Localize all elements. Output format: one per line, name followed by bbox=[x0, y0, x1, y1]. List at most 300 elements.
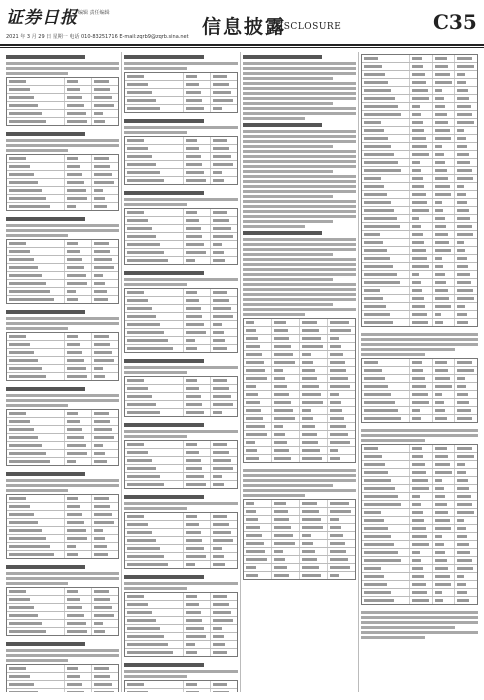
table-row bbox=[362, 239, 477, 247]
cell-text bbox=[246, 345, 260, 348]
table-cell bbox=[184, 449, 211, 456]
table-cell bbox=[410, 191, 433, 198]
table-cell bbox=[125, 465, 184, 472]
table-cell bbox=[272, 367, 300, 374]
cell-text bbox=[364, 169, 401, 172]
table-row bbox=[362, 127, 477, 135]
cell-text bbox=[412, 129, 424, 132]
cell-text bbox=[364, 447, 378, 450]
table-row bbox=[362, 279, 477, 287]
cell-text bbox=[186, 259, 195, 262]
table-cell bbox=[362, 215, 410, 222]
cell-text bbox=[186, 299, 199, 302]
cell-text bbox=[67, 351, 82, 354]
table-row bbox=[362, 541, 477, 549]
table-row bbox=[362, 119, 477, 127]
cell-text bbox=[457, 511, 473, 514]
cell-text bbox=[364, 97, 395, 100]
table-cell bbox=[7, 673, 65, 680]
table-cell bbox=[410, 407, 433, 414]
table-cell bbox=[272, 319, 300, 326]
cell-text bbox=[127, 347, 173, 350]
cell-text bbox=[127, 643, 168, 646]
cell-text bbox=[94, 250, 110, 253]
cell-text bbox=[274, 345, 291, 348]
cell-text bbox=[9, 460, 50, 463]
cell-text bbox=[9, 367, 42, 370]
cell-text bbox=[364, 65, 382, 68]
cell-text bbox=[94, 598, 110, 601]
table-cell bbox=[328, 516, 355, 523]
cell-text bbox=[94, 420, 110, 423]
table-cell bbox=[362, 255, 410, 262]
table-row bbox=[7, 155, 118, 163]
table-row bbox=[244, 508, 355, 516]
table-cell bbox=[244, 548, 272, 555]
cell-text bbox=[457, 225, 471, 228]
table-cell bbox=[7, 551, 65, 558]
cell-text bbox=[412, 145, 427, 148]
table-cell bbox=[244, 343, 272, 350]
table-cell bbox=[211, 225, 237, 232]
table-row bbox=[244, 415, 355, 423]
table-row bbox=[125, 329, 237, 337]
cell-text bbox=[302, 353, 311, 356]
cell-text bbox=[412, 281, 420, 284]
text-line bbox=[361, 429, 478, 432]
cell-text bbox=[457, 289, 473, 292]
text-line bbox=[124, 203, 187, 206]
cell-text bbox=[302, 558, 317, 561]
cell-text bbox=[330, 409, 342, 412]
cell-text bbox=[213, 515, 228, 518]
cell-text bbox=[274, 361, 295, 364]
cell-text bbox=[213, 619, 233, 622]
cell-text bbox=[213, 651, 227, 654]
text-line bbox=[124, 198, 238, 201]
date-contact-line: 2021 年 3 月 29 日 星期一 电话 010-83251716 E-mail:zqrb9@zqrb.sina.net bbox=[6, 34, 189, 40]
table-cell bbox=[125, 601, 184, 608]
table-cell bbox=[328, 572, 355, 579]
table-cell bbox=[455, 167, 477, 174]
text-line bbox=[243, 135, 356, 138]
text-line bbox=[124, 283, 187, 286]
cell-text bbox=[412, 177, 422, 180]
column-2 bbox=[124, 52, 238, 692]
table-row bbox=[7, 373, 118, 380]
cell-text bbox=[127, 99, 156, 102]
cell-text bbox=[94, 513, 112, 516]
table-cell bbox=[328, 423, 355, 430]
table-cell bbox=[184, 81, 211, 88]
cell-text bbox=[213, 459, 231, 462]
table-cell bbox=[328, 532, 355, 539]
cell-text bbox=[94, 96, 112, 99]
table-cell bbox=[272, 351, 300, 358]
text-line bbox=[243, 205, 356, 208]
table-cell bbox=[7, 410, 65, 417]
cell-text bbox=[364, 503, 401, 506]
table-cell bbox=[455, 239, 477, 246]
cell-text bbox=[457, 233, 473, 236]
table-cell bbox=[300, 548, 328, 555]
table-cell bbox=[455, 191, 477, 198]
cell-text bbox=[302, 449, 320, 452]
table-row bbox=[362, 175, 477, 183]
text-line bbox=[6, 62, 119, 65]
cell-text bbox=[274, 566, 287, 569]
table-cell bbox=[92, 256, 118, 263]
cell-text bbox=[213, 627, 222, 630]
table-cell bbox=[410, 445, 433, 452]
cell-text bbox=[186, 155, 201, 158]
table-row bbox=[244, 548, 355, 556]
table-cell bbox=[362, 207, 410, 214]
cell-text bbox=[127, 147, 148, 150]
text-line bbox=[361, 636, 425, 639]
cell-text bbox=[67, 189, 85, 192]
cell-text bbox=[330, 393, 339, 396]
cell-text bbox=[213, 107, 222, 110]
table-cell bbox=[65, 450, 92, 457]
cell-text bbox=[457, 527, 465, 530]
subheading bbox=[124, 423, 204, 427]
cell-text bbox=[213, 635, 224, 638]
table-cell bbox=[244, 455, 272, 462]
cell-text bbox=[302, 321, 317, 324]
text-line bbox=[361, 439, 425, 442]
cell-text bbox=[127, 563, 168, 566]
cell-text bbox=[435, 527, 451, 530]
cell-text bbox=[364, 73, 385, 76]
cell-text bbox=[9, 359, 38, 362]
table-cell bbox=[433, 231, 456, 238]
table-cell bbox=[184, 545, 211, 552]
table-cell bbox=[125, 593, 184, 600]
table-cell bbox=[272, 556, 300, 563]
cell-text bbox=[94, 691, 114, 692]
cell-text bbox=[412, 169, 421, 172]
table-cell bbox=[272, 572, 300, 579]
table-cell bbox=[184, 89, 211, 96]
cell-text bbox=[213, 299, 229, 302]
table-cell bbox=[455, 151, 477, 158]
table-cell bbox=[92, 434, 118, 441]
cell-text bbox=[186, 99, 203, 102]
table-cell bbox=[410, 119, 433, 126]
cell-text bbox=[330, 377, 348, 380]
table-cell bbox=[362, 95, 410, 102]
text-line bbox=[124, 126, 238, 129]
text-line bbox=[6, 399, 119, 402]
cell-text bbox=[213, 83, 229, 86]
cell-text bbox=[435, 495, 445, 498]
cell-text bbox=[302, 510, 319, 513]
table-cell bbox=[7, 94, 65, 101]
table-cell bbox=[410, 199, 433, 206]
table-cell bbox=[184, 401, 211, 408]
table-cell bbox=[300, 383, 328, 390]
table-row bbox=[125, 337, 237, 345]
table-cell bbox=[184, 217, 211, 224]
table-cell bbox=[433, 573, 456, 580]
cell-text bbox=[246, 385, 256, 388]
table-cell bbox=[184, 225, 211, 232]
cell-text bbox=[364, 551, 398, 554]
table-cell bbox=[92, 349, 118, 356]
cell-text bbox=[67, 553, 78, 556]
cell-text bbox=[9, 205, 50, 208]
subheading bbox=[124, 191, 204, 195]
table-cell bbox=[362, 159, 410, 166]
table-cell bbox=[362, 477, 410, 484]
cell-text bbox=[330, 337, 339, 340]
cell-text bbox=[67, 513, 82, 516]
text-line bbox=[243, 87, 356, 90]
table-row bbox=[7, 86, 118, 94]
table-cell bbox=[92, 280, 118, 287]
cell-text bbox=[246, 321, 254, 324]
cell-text bbox=[274, 502, 286, 505]
table-cell bbox=[125, 97, 184, 104]
cell-text bbox=[67, 545, 76, 548]
table-row bbox=[125, 521, 237, 529]
table-row bbox=[362, 533, 477, 541]
text-line bbox=[6, 659, 68, 662]
table-cell bbox=[410, 295, 433, 302]
table-row bbox=[7, 426, 118, 434]
cell-text bbox=[127, 379, 144, 382]
table-cell bbox=[211, 97, 237, 104]
table-cell bbox=[362, 415, 410, 422]
table-cell bbox=[455, 103, 477, 110]
table-cell bbox=[328, 508, 355, 515]
cell-text bbox=[302, 425, 315, 428]
table-cell bbox=[433, 175, 456, 182]
cell-text bbox=[67, 444, 85, 447]
cell-text bbox=[186, 315, 203, 318]
table-cell bbox=[328, 439, 355, 446]
cell-text bbox=[412, 233, 422, 236]
table-cell bbox=[7, 272, 65, 279]
cell-text bbox=[274, 518, 289, 521]
table-cell bbox=[211, 561, 237, 568]
cell-text bbox=[127, 139, 144, 142]
cell-text bbox=[435, 543, 444, 546]
table-cell bbox=[410, 127, 433, 134]
table-cell bbox=[433, 359, 456, 366]
table-cell bbox=[211, 177, 237, 184]
table-cell bbox=[184, 305, 211, 312]
cell-text bbox=[246, 329, 256, 332]
cell-text bbox=[457, 369, 473, 372]
cell-text bbox=[246, 526, 260, 529]
table-cell bbox=[300, 524, 328, 531]
table-cell bbox=[410, 151, 433, 158]
table-cell bbox=[65, 272, 92, 279]
cell-text bbox=[330, 574, 339, 577]
page-number: C35 bbox=[433, 10, 477, 34]
cell-text bbox=[412, 519, 424, 522]
cell-text bbox=[213, 547, 222, 550]
cell-text bbox=[67, 335, 78, 338]
table-cell bbox=[92, 288, 118, 295]
table-cell bbox=[184, 561, 211, 568]
table-cell bbox=[7, 503, 65, 510]
table-cell bbox=[410, 533, 433, 540]
table-row bbox=[362, 581, 477, 589]
table-row bbox=[362, 223, 477, 231]
cell-text bbox=[127, 595, 144, 598]
table-cell bbox=[244, 540, 272, 547]
table-cell bbox=[184, 465, 211, 472]
cell-text bbox=[412, 479, 427, 482]
cell-text bbox=[9, 598, 30, 601]
cell-text bbox=[127, 691, 148, 692]
cell-text bbox=[457, 193, 465, 196]
cell-text bbox=[186, 619, 203, 622]
table-cell bbox=[455, 95, 477, 102]
table-cell bbox=[410, 55, 433, 62]
table-cell bbox=[184, 513, 211, 520]
text-line bbox=[6, 404, 68, 407]
cell-text bbox=[364, 487, 395, 490]
cell-text bbox=[186, 379, 197, 382]
table-cell bbox=[433, 303, 456, 310]
cell-text bbox=[412, 313, 426, 316]
table-cell bbox=[244, 564, 272, 571]
table-cell bbox=[362, 247, 410, 254]
table-cell bbox=[455, 359, 477, 366]
table-cell bbox=[410, 453, 433, 460]
cell-text bbox=[127, 315, 156, 318]
cell-text bbox=[457, 81, 466, 84]
cell-text bbox=[435, 233, 448, 236]
table-cell bbox=[433, 509, 456, 516]
table-row bbox=[362, 493, 477, 501]
cell-text bbox=[246, 502, 254, 505]
cell-text bbox=[364, 113, 401, 116]
column-divider bbox=[240, 52, 241, 692]
table-cell bbox=[410, 239, 433, 246]
cell-text bbox=[412, 447, 421, 450]
cell-text bbox=[274, 369, 283, 372]
table-row bbox=[125, 481, 237, 488]
cell-text bbox=[127, 451, 148, 454]
table-row bbox=[125, 593, 237, 601]
table-cell bbox=[455, 55, 477, 62]
table-row bbox=[7, 179, 118, 187]
table-cell bbox=[65, 333, 92, 340]
table-cell bbox=[184, 617, 211, 624]
cell-text bbox=[94, 80, 109, 83]
cell-text bbox=[412, 495, 420, 498]
table-cell bbox=[92, 596, 118, 603]
table-cell bbox=[362, 71, 410, 78]
cell-text bbox=[457, 463, 464, 466]
table-cell bbox=[410, 415, 433, 422]
column-divider bbox=[358, 52, 359, 692]
table-cell bbox=[65, 264, 92, 271]
table-row bbox=[7, 604, 118, 612]
table-row bbox=[7, 681, 118, 689]
table-row bbox=[362, 183, 477, 191]
cell-text bbox=[246, 377, 267, 380]
table-cell bbox=[328, 548, 355, 555]
text-line bbox=[124, 582, 238, 585]
table-row bbox=[362, 517, 477, 525]
cell-text bbox=[274, 321, 286, 324]
cell-text bbox=[457, 479, 467, 482]
table-cell bbox=[300, 439, 328, 446]
table-cell bbox=[433, 311, 456, 318]
table-cell bbox=[410, 263, 433, 270]
cell-text bbox=[127, 387, 148, 390]
text-line bbox=[243, 117, 305, 120]
table-cell bbox=[125, 345, 184, 352]
cell-text bbox=[9, 157, 26, 160]
cell-text bbox=[435, 89, 442, 92]
table-cell bbox=[300, 399, 328, 406]
table-cell bbox=[65, 163, 92, 170]
cell-text bbox=[274, 425, 283, 428]
table-cell bbox=[433, 319, 456, 326]
table-cell bbox=[362, 55, 410, 62]
table-cell bbox=[125, 609, 184, 616]
cell-text bbox=[435, 113, 447, 116]
cell-text bbox=[412, 583, 425, 586]
cell-text bbox=[274, 393, 289, 396]
table-cell bbox=[7, 110, 65, 117]
table-cell bbox=[65, 543, 92, 550]
table-cell bbox=[92, 86, 118, 93]
table-cell bbox=[92, 78, 118, 85]
table-cell bbox=[125, 249, 184, 256]
table-cell bbox=[433, 63, 456, 70]
cell-text bbox=[127, 83, 148, 86]
cell-text bbox=[435, 447, 447, 450]
table-row bbox=[7, 450, 118, 458]
table-cell bbox=[65, 434, 92, 441]
cell-text bbox=[435, 241, 449, 244]
text-line bbox=[361, 434, 478, 437]
cell-text bbox=[94, 667, 109, 670]
cell-text bbox=[412, 121, 423, 124]
cell-text bbox=[67, 120, 87, 123]
table-cell bbox=[184, 241, 211, 248]
table-row bbox=[125, 177, 237, 184]
text-line bbox=[361, 621, 478, 624]
table-cell bbox=[7, 288, 65, 295]
table-cell bbox=[362, 303, 410, 310]
table-row bbox=[244, 407, 355, 415]
table-cell bbox=[184, 521, 211, 528]
table-cell bbox=[211, 601, 237, 608]
cell-text bbox=[364, 129, 384, 132]
table-cell bbox=[362, 453, 410, 460]
table-row bbox=[7, 612, 118, 620]
table-cell bbox=[433, 469, 456, 476]
text-line bbox=[243, 253, 333, 256]
table-cell bbox=[184, 409, 211, 416]
cell-text bbox=[127, 483, 164, 486]
cell-text bbox=[213, 315, 233, 318]
table-row bbox=[362, 71, 477, 79]
text-line bbox=[361, 343, 478, 346]
table-cell bbox=[362, 111, 410, 118]
cell-text bbox=[127, 179, 164, 182]
table-cell bbox=[7, 665, 65, 672]
